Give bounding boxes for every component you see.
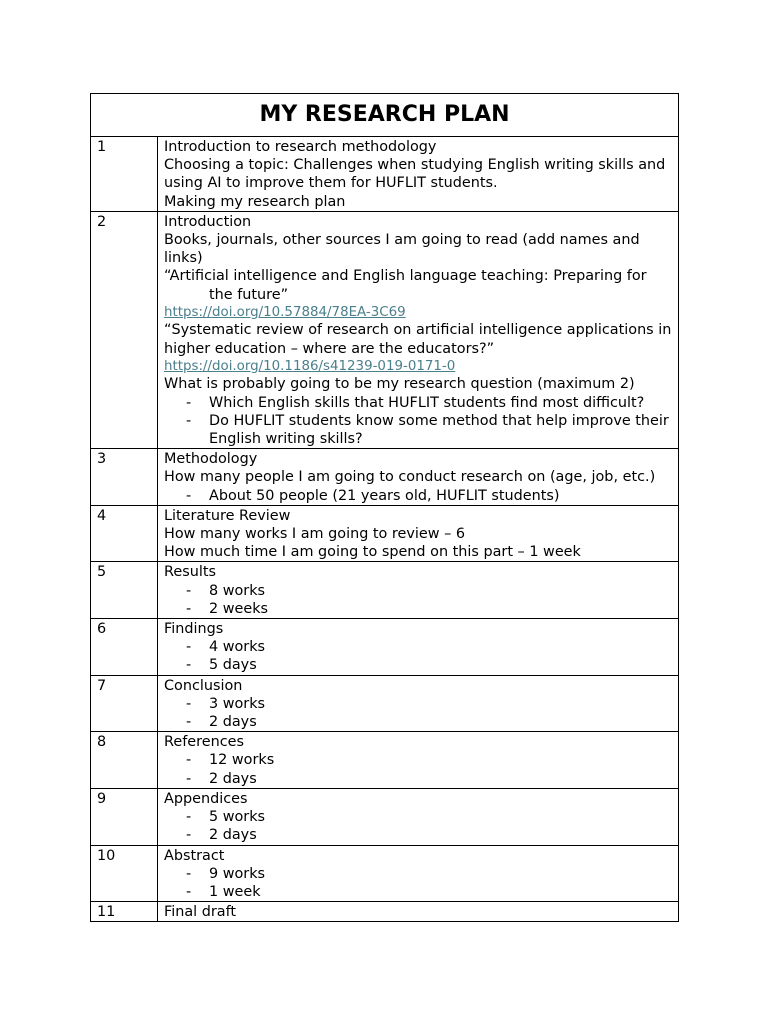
dash-bullet: - <box>186 695 192 712</box>
source-link[interactable]: https://doi.org/10.57884/78EA-3C69 <box>164 304 406 320</box>
list-item <box>164 751 674 769</box>
row-content <box>158 505 679 562</box>
list-item-text: 3 works <box>209 695 266 712</box>
row-content <box>158 788 679 845</box>
row-content <box>158 449 679 506</box>
row-number: 1 <box>91 137 158 212</box>
table-row <box>91 505 679 562</box>
table-row <box>91 788 679 845</box>
list-item <box>164 600 674 618</box>
list-item-text: Do HUFLIT students know some method that help improve their English writing skills? <box>209 412 669 448</box>
list-item <box>164 883 674 901</box>
dash-bullet: - <box>186 827 192 844</box>
row-number: 6 <box>91 619 158 676</box>
source-title: “Systematic review of research on artificial intelligence applications in higher education – where are the educators?” <box>164 322 672 357</box>
row-content <box>158 619 679 676</box>
dash-bullet: - <box>186 865 192 882</box>
list-item-text: 2 weeks <box>209 600 269 617</box>
list-item-text: 5 days <box>209 657 257 674</box>
question-list <box>164 394 674 449</box>
dash-bullet: - <box>186 600 192 617</box>
source-link[interactable]: https://doi.org/10.1186/s41239-019-0171-0 <box>164 358 456 374</box>
table-row <box>91 845 679 902</box>
row-number: 11 <box>91 902 158 922</box>
item-list <box>164 487 674 505</box>
table-row <box>91 137 679 212</box>
list-item <box>164 695 674 713</box>
table-row <box>91 211 679 448</box>
row-line: How much time I am going to spend on this part – 1 week <box>164 544 581 561</box>
research-plan-table <box>90 93 679 922</box>
table-row <box>91 562 679 619</box>
page-title: MY RESEARCH PLAN <box>91 94 679 137</box>
row-number: 9 <box>91 788 158 845</box>
row-number: 5 <box>91 562 158 619</box>
list-item <box>164 656 674 674</box>
row-heading: Conclusion <box>164 677 243 694</box>
list-item-text: Which English skills that HUFLIT students find most difficult? <box>209 394 645 411</box>
dash-bullet: - <box>186 714 192 731</box>
row-heading: Methodology <box>164 451 258 468</box>
row-content <box>158 732 679 789</box>
item-list <box>164 751 674 787</box>
item-list <box>164 695 674 731</box>
list-item <box>164 394 674 412</box>
dash-bullet: - <box>186 582 192 599</box>
table-row <box>91 619 679 676</box>
list-item-text: 4 works <box>209 639 266 656</box>
list-item-text: 2 days <box>209 827 257 844</box>
row-heading: Literature Review <box>164 507 291 524</box>
item-list <box>164 582 674 618</box>
list-item <box>164 808 674 826</box>
row-content <box>158 211 679 448</box>
dash-bullet: - <box>186 412 192 429</box>
row-heading: Findings <box>164 621 224 638</box>
list-item <box>164 826 674 844</box>
list-item <box>164 487 674 505</box>
list-item <box>164 713 674 731</box>
list-item <box>164 412 674 448</box>
row-heading: References <box>164 734 244 751</box>
dash-bullet: - <box>186 487 192 504</box>
row-number: 8 <box>91 732 158 789</box>
row-content <box>158 562 679 619</box>
list-item <box>164 638 674 656</box>
table-row <box>91 675 679 732</box>
row-line: How many people I am going to conduct research on (age, job, etc.) <box>164 469 656 486</box>
item-list <box>164 808 674 844</box>
row-number: 10 <box>91 845 158 902</box>
dash-bullet: - <box>186 639 192 656</box>
list-item <box>164 770 674 788</box>
row-heading: Final draft <box>164 904 237 921</box>
list-item-text: 2 days <box>209 770 257 787</box>
list-item-text: 8 works <box>209 582 266 599</box>
list-item-text: About 50 people (21 years old, HUFLIT students) <box>209 487 560 504</box>
item-list <box>164 638 674 674</box>
question-label: What is probably going to be my research question (maximum 2) <box>164 376 635 393</box>
table-row <box>91 732 679 789</box>
dash-bullet: - <box>186 752 192 769</box>
item-list <box>164 865 674 901</box>
dash-bullet: - <box>186 883 192 900</box>
title-row <box>91 94 679 137</box>
dash-bullet: - <box>186 809 192 826</box>
row-number: 3 <box>91 449 158 506</box>
table-row <box>91 902 679 922</box>
list-item-text: 1 week <box>209 883 261 900</box>
row-heading: Abstract <box>164 847 225 864</box>
table-row <box>91 449 679 506</box>
row-line: Introduction to research methodology <box>164 139 437 155</box>
dash-bullet: - <box>186 394 192 411</box>
row-heading: Results <box>164 564 216 581</box>
row-content <box>158 902 679 922</box>
row-number: 7 <box>91 675 158 732</box>
list-item-text: 2 days <box>209 714 257 731</box>
row-content <box>158 675 679 732</box>
list-item-text: 5 works <box>209 809 266 826</box>
sources-label: Books, journals, other sources I am going to read (add names and links) <box>164 232 640 267</box>
row-heading: Appendices <box>164 790 248 807</box>
row-content <box>158 137 679 212</box>
row-number: 4 <box>91 505 158 562</box>
row-content <box>158 845 679 902</box>
row-line: How many works I am going to review – 6 <box>164 526 466 543</box>
list-item-text: 9 works <box>209 865 266 882</box>
dash-bullet: - <box>186 657 192 674</box>
dash-bullet: - <box>186 770 192 787</box>
row-number: 2 <box>91 211 158 448</box>
source-title: “Artificial intelligence and English language teaching: Preparing for the future” <box>164 268 647 303</box>
row-line: Making my research plan <box>164 193 346 210</box>
list-item <box>164 865 674 883</box>
list-item <box>164 582 674 600</box>
row-line: Choosing a topic: Challenges when studying English writing skills and using AI to improve them for HUFLIT students. <box>164 157 666 192</box>
row-heading: Introduction <box>164 213 252 230</box>
list-item-text: 12 works <box>209 752 275 769</box>
